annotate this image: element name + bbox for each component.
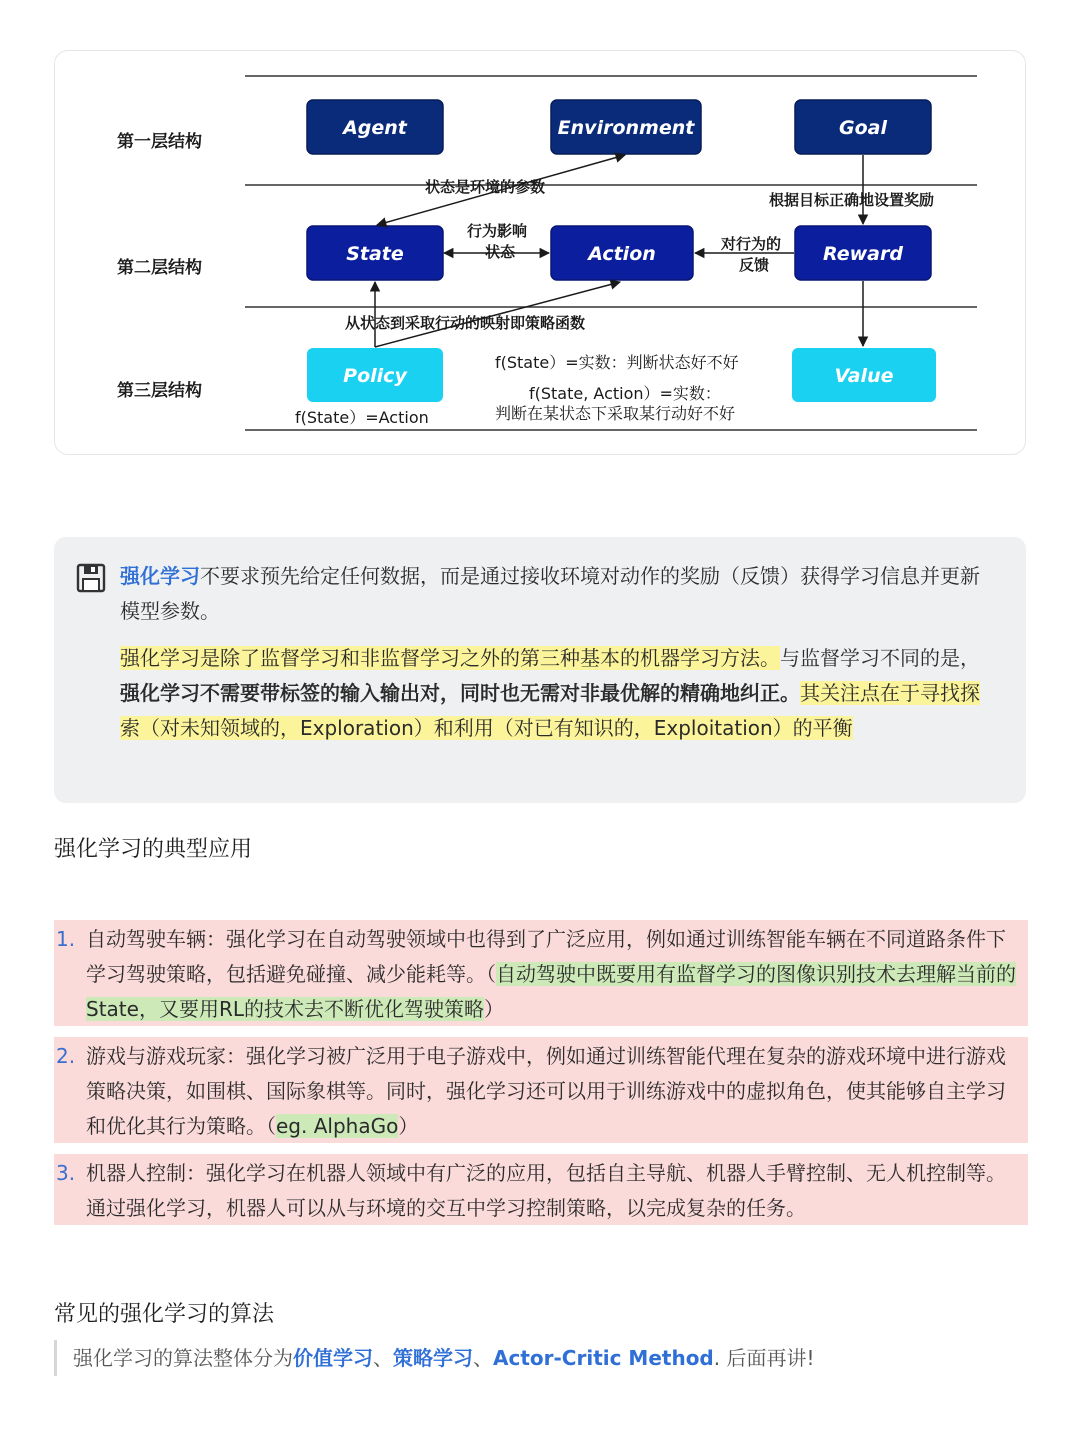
node-agent (307, 100, 443, 154)
list-number: 1. (56, 927, 76, 951)
callout-paragraph-1 (120, 559, 990, 629)
anno-f-state-real: f(State）=实数：判断状态好不好 (495, 353, 739, 372)
node-environment (551, 100, 701, 154)
anno-mapping: 从状态到采取行动的映射即策略函数 (345, 314, 586, 332)
link-actor-critic[interactable]: Actor-Critic Method (493, 1346, 714, 1370)
node-policy (307, 348, 443, 402)
node-goal-label: Goal (839, 117, 887, 139)
algorithms-quote (54, 1340, 815, 1376)
quote-separator: 、 (373, 1346, 393, 1370)
anno-feedback-1: 对行为的 (721, 235, 782, 253)
layer-label-2: 第二层结构 (117, 258, 202, 278)
diagram-card (54, 50, 1026, 455)
quote-prefix: 强化学习的算法整体分为 (73, 1346, 293, 1370)
highlight-green: 自动驾驶中既要用有监督学习的图像识别技术去理解当前的State，又要用RL的技术去不断优化驾驶策略 (86, 962, 1016, 1021)
link-policy-learning[interactable]: 策略学习 (393, 1346, 473, 1370)
layer-label-1: 第一层结构 (117, 132, 202, 152)
node-state-label: State (346, 243, 404, 265)
node-value-label: Value (834, 365, 894, 387)
rl-structure-diagram (55, 51, 1027, 456)
list-item (54, 920, 1028, 1026)
callout-paragraph-2 (120, 641, 990, 746)
quote-suffix: . 后面再讲! (713, 1346, 815, 1370)
callout-p2-plain: 与监督学习不同的是， (780, 646, 980, 670)
layer-label-3: 第三层结构 (117, 381, 202, 401)
callout-p1-text: 不要求预先给定任何数据，而是通过接收环境对动作的奖励（反馈）获得学习信息并更新模型参数。 (120, 564, 980, 623)
anno-behavior-1: 行为影响 (467, 222, 528, 240)
quote-separator: 、 (473, 1346, 493, 1370)
list-item (54, 1037, 1028, 1143)
floppy-disk-icon (76, 563, 106, 593)
info-callout (54, 537, 1026, 803)
anno-f-state-action-2: 判断在某状态下采取某行动好不好 (495, 404, 736, 423)
node-action-label: Action (588, 243, 656, 265)
callout-p2-bold: 强化学习不需要带标签的输入输出对，同时也无需对非最优解的精确地纠正。 (120, 681, 800, 705)
anno-feedback-2: 反馈 (739, 256, 770, 274)
node-policy-label: Policy (343, 365, 407, 387)
node-state (307, 226, 443, 280)
list-item-text: 游戏与游戏玩家：强化学习被广泛用于电子游戏中，例如通过训练智能代理在复杂的游戏环境中进行游戏策略决策，如围棋、国际象棋等。同时，强化学习还可以用于训练游戏中的虚拟角色，使其能够自主学习和优化其行为策略。（eg. AlphaGo） (86, 1044, 1006, 1138)
node-reward (795, 226, 931, 280)
rl-link[interactable]: 强化学习 (120, 564, 200, 588)
highlight-green: eg. AlphaGo (276, 1114, 399, 1138)
section-title-algorithms: 常见的强化学习的算法 (54, 1302, 275, 1327)
anno-goal-reward: 根据目标正确地设置奖励 (769, 191, 935, 209)
highlight-definition: 强化学习是除了监督学习和非监督学习之外的第三种基本的机器学习方法。 (120, 646, 780, 670)
list-item-text: 机器人控制：强化学习在机器人领域中有广泛的应用，包括自主导航、机器人手臂控制、无人机控制等。通过强化学习，机器人可以从与环境的交互中学习控制策略，以完成复杂的任务。 (86, 1161, 1006, 1220)
highlight-balance: 其关注点在于寻找探索（对未知领域的，Exploration）和利用（对已有知识的，Exploitation）的平衡 (120, 681, 980, 740)
node-reward-label: Reward (823, 243, 903, 265)
node-action (551, 226, 693, 280)
node-agent-label: Agent (343, 117, 407, 139)
list-number: 3. (56, 1161, 76, 1185)
list-item-text: 自动驾驶车辆：强化学习在自动驾驶领域中也得到了广泛应用，例如通过训练智能车辆在不同道路条件下学习驾驶策略，包括避免碰撞、减少能耗等。（自动驾驶中既要用有监督学习的图像识别技术去理解当前的State，又要用RL的技术去不断优化驾驶策略） (86, 927, 1016, 1021)
node-environment-label: Environment (557, 117, 695, 139)
list-item (54, 1154, 1028, 1225)
anno-policy-func: f(State）=Action (295, 408, 429, 427)
node-value (792, 348, 936, 402)
anno-behavior-2: 状态 (485, 243, 516, 261)
link-value-learning[interactable]: 价值学习 (293, 1346, 373, 1370)
node-goal (795, 100, 931, 154)
section-title-applications: 强化学习的典型应用 (54, 837, 253, 862)
list-number: 2. (56, 1044, 76, 1068)
anno-f-state-action-1: f(State, Action）=实数： (529, 384, 721, 403)
anno-state-param: 状态是环境的参数 (425, 178, 546, 196)
